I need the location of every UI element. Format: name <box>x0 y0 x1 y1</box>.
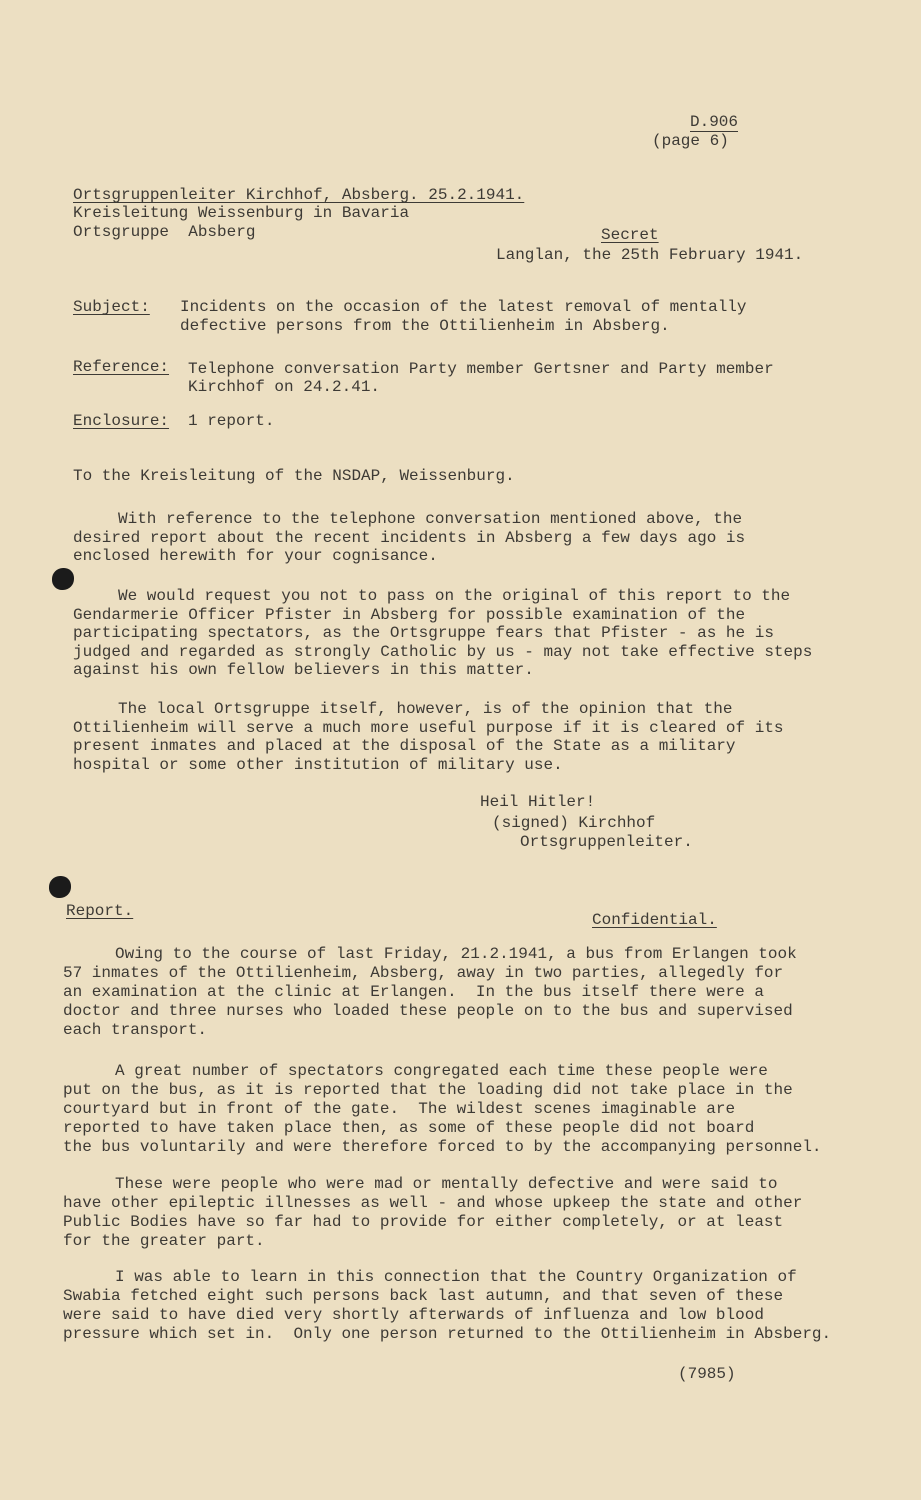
paragraph-line: pressure which set in. Only one person returned to the Ottilienheim in Absberg. <box>63 1325 832 1343</box>
page-number: (page 6) <box>652 132 729 150</box>
punch-hole <box>49 876 71 898</box>
paragraph-line: Gendarmerie Officer Pfister in Absberg for possible examination of the <box>73 605 746 624</box>
reference-line: Kirchhof on 24.2.41. <box>188 378 381 396</box>
paragraph-line: the bus voluntarily and were therefore forced to by the accompanying personnel. <box>63 1138 822 1156</box>
footer-number: (7985) <box>678 1365 736 1383</box>
addressee: To the Kreisleitung of the NSDAP, Weissenburg. <box>73 467 515 485</box>
paragraph-line: Swabia fetched eight such persons back last autumn, and that seven of these <box>63 1287 784 1305</box>
paragraph-line: for the greater part. <box>63 1232 265 1250</box>
enclosure-text: 1 report. <box>188 412 275 430</box>
sender-line: Ortsgruppenleiter Kirchhof, Absberg. 25.2.1941. <box>73 186 525 204</box>
closing-salutation: Heil Hitler! <box>480 793 596 811</box>
paragraph-line: We would request you not to pass on the original of this report to the <box>118 587 791 605</box>
paragraph-line: Public Bodies have so far had to provide for either completely, or at least <box>63 1213 784 1231</box>
paragraph-line: an examination at the clinic at Erlangen. In the bus itself there were a <box>63 983 764 1001</box>
paragraph-line: against his own fellow believers in this matter. <box>73 661 534 679</box>
subject-label: Subject: <box>73 298 150 316</box>
subject-line: Incidents on the occasion of the latest removal of mentally <box>180 298 747 316</box>
punch-hole <box>52 568 74 590</box>
paragraph-line: present inmates and placed at the disposal of the State as a military <box>73 737 736 755</box>
enclosure-label: Enclosure: <box>73 412 170 430</box>
place-date: Langlan, the 25th February 1941. <box>496 246 804 264</box>
paragraph-line: Ottilienheim will serve a much more useful purpose if it is cleared of its <box>73 718 784 737</box>
paragraph-line: enclosed herewith for your cognisance. <box>73 547 438 565</box>
classification-confidential: Confidential. <box>592 911 717 929</box>
paragraph-line: 57 inmates of the Ottilienheim, Absberg, away in two parties, allegedly for <box>63 964 784 982</box>
paragraph-line: each transport. <box>63 1021 208 1039</box>
reference-label: Reference: <box>73 358 170 376</box>
paragraph-line: doctor and three nurses who loaded these people on to the bus and supervised <box>63 1002 793 1020</box>
paragraph-line: courtyard but in front of the gate. The wildest scenes imaginable are <box>63 1100 736 1118</box>
paragraph-line: desired report about the recent incidents in Absberg a few days ago is <box>73 528 746 547</box>
paragraph-line: A great number of spectators congregated each time these people were <box>115 1062 768 1080</box>
paragraph-line: judged and regarded as strongly Catholic by us - may not take effective steps <box>73 642 813 661</box>
signature: (signed) Kirchhof <box>492 814 656 832</box>
document-number: D.906 <box>690 113 739 131</box>
paragraph-line: With reference to the telephone conversation mentioned above, the <box>118 510 743 528</box>
sender-kreisleitung: Kreisleitung Weissenburg in Bavaria <box>73 204 410 222</box>
paragraph-line: hospital or some other institution of military use. <box>73 755 563 774</box>
paragraph-line: Owing to the course of last Friday, 21.2.1941, a bus from Erlangen took <box>115 945 797 963</box>
paragraph-line: have other epileptic illnesses as well - and whose upkeep the state and other <box>63 1194 803 1212</box>
paragraph-line: put on the bus, as it is reported that the loading did not take place in the <box>63 1081 793 1099</box>
paragraph-line: participating spectators, as the Ortsgruppe fears that Pfister - as he is <box>73 624 774 642</box>
paragraph-line: reported to have taken place then, as some of these people did not board <box>63 1119 755 1137</box>
sender-ortsgruppe: Ortsgruppe Absberg <box>73 223 256 241</box>
paragraph-line: I was able to learn in this connection that the Country Organization of <box>115 1268 797 1286</box>
paragraph-line: were said to have died very shortly afterwards of influenza and low blood <box>63 1306 764 1324</box>
report-title: Report. <box>66 902 134 920</box>
signer-title: Ortsgruppenleiter. <box>520 833 693 851</box>
subject-line: defective persons from the Ottilienheim in Absberg. <box>180 317 670 335</box>
reference-line: Telephone conversation Party member Gertsner and Party member <box>188 360 774 378</box>
classification-secret: Secret <box>601 226 659 244</box>
paragraph-line: These were people who were mad or mentally defective and were said to <box>115 1175 778 1193</box>
paragraph-line: The local Ortsgruppe itself, however, is of the opinion that the <box>118 700 733 718</box>
